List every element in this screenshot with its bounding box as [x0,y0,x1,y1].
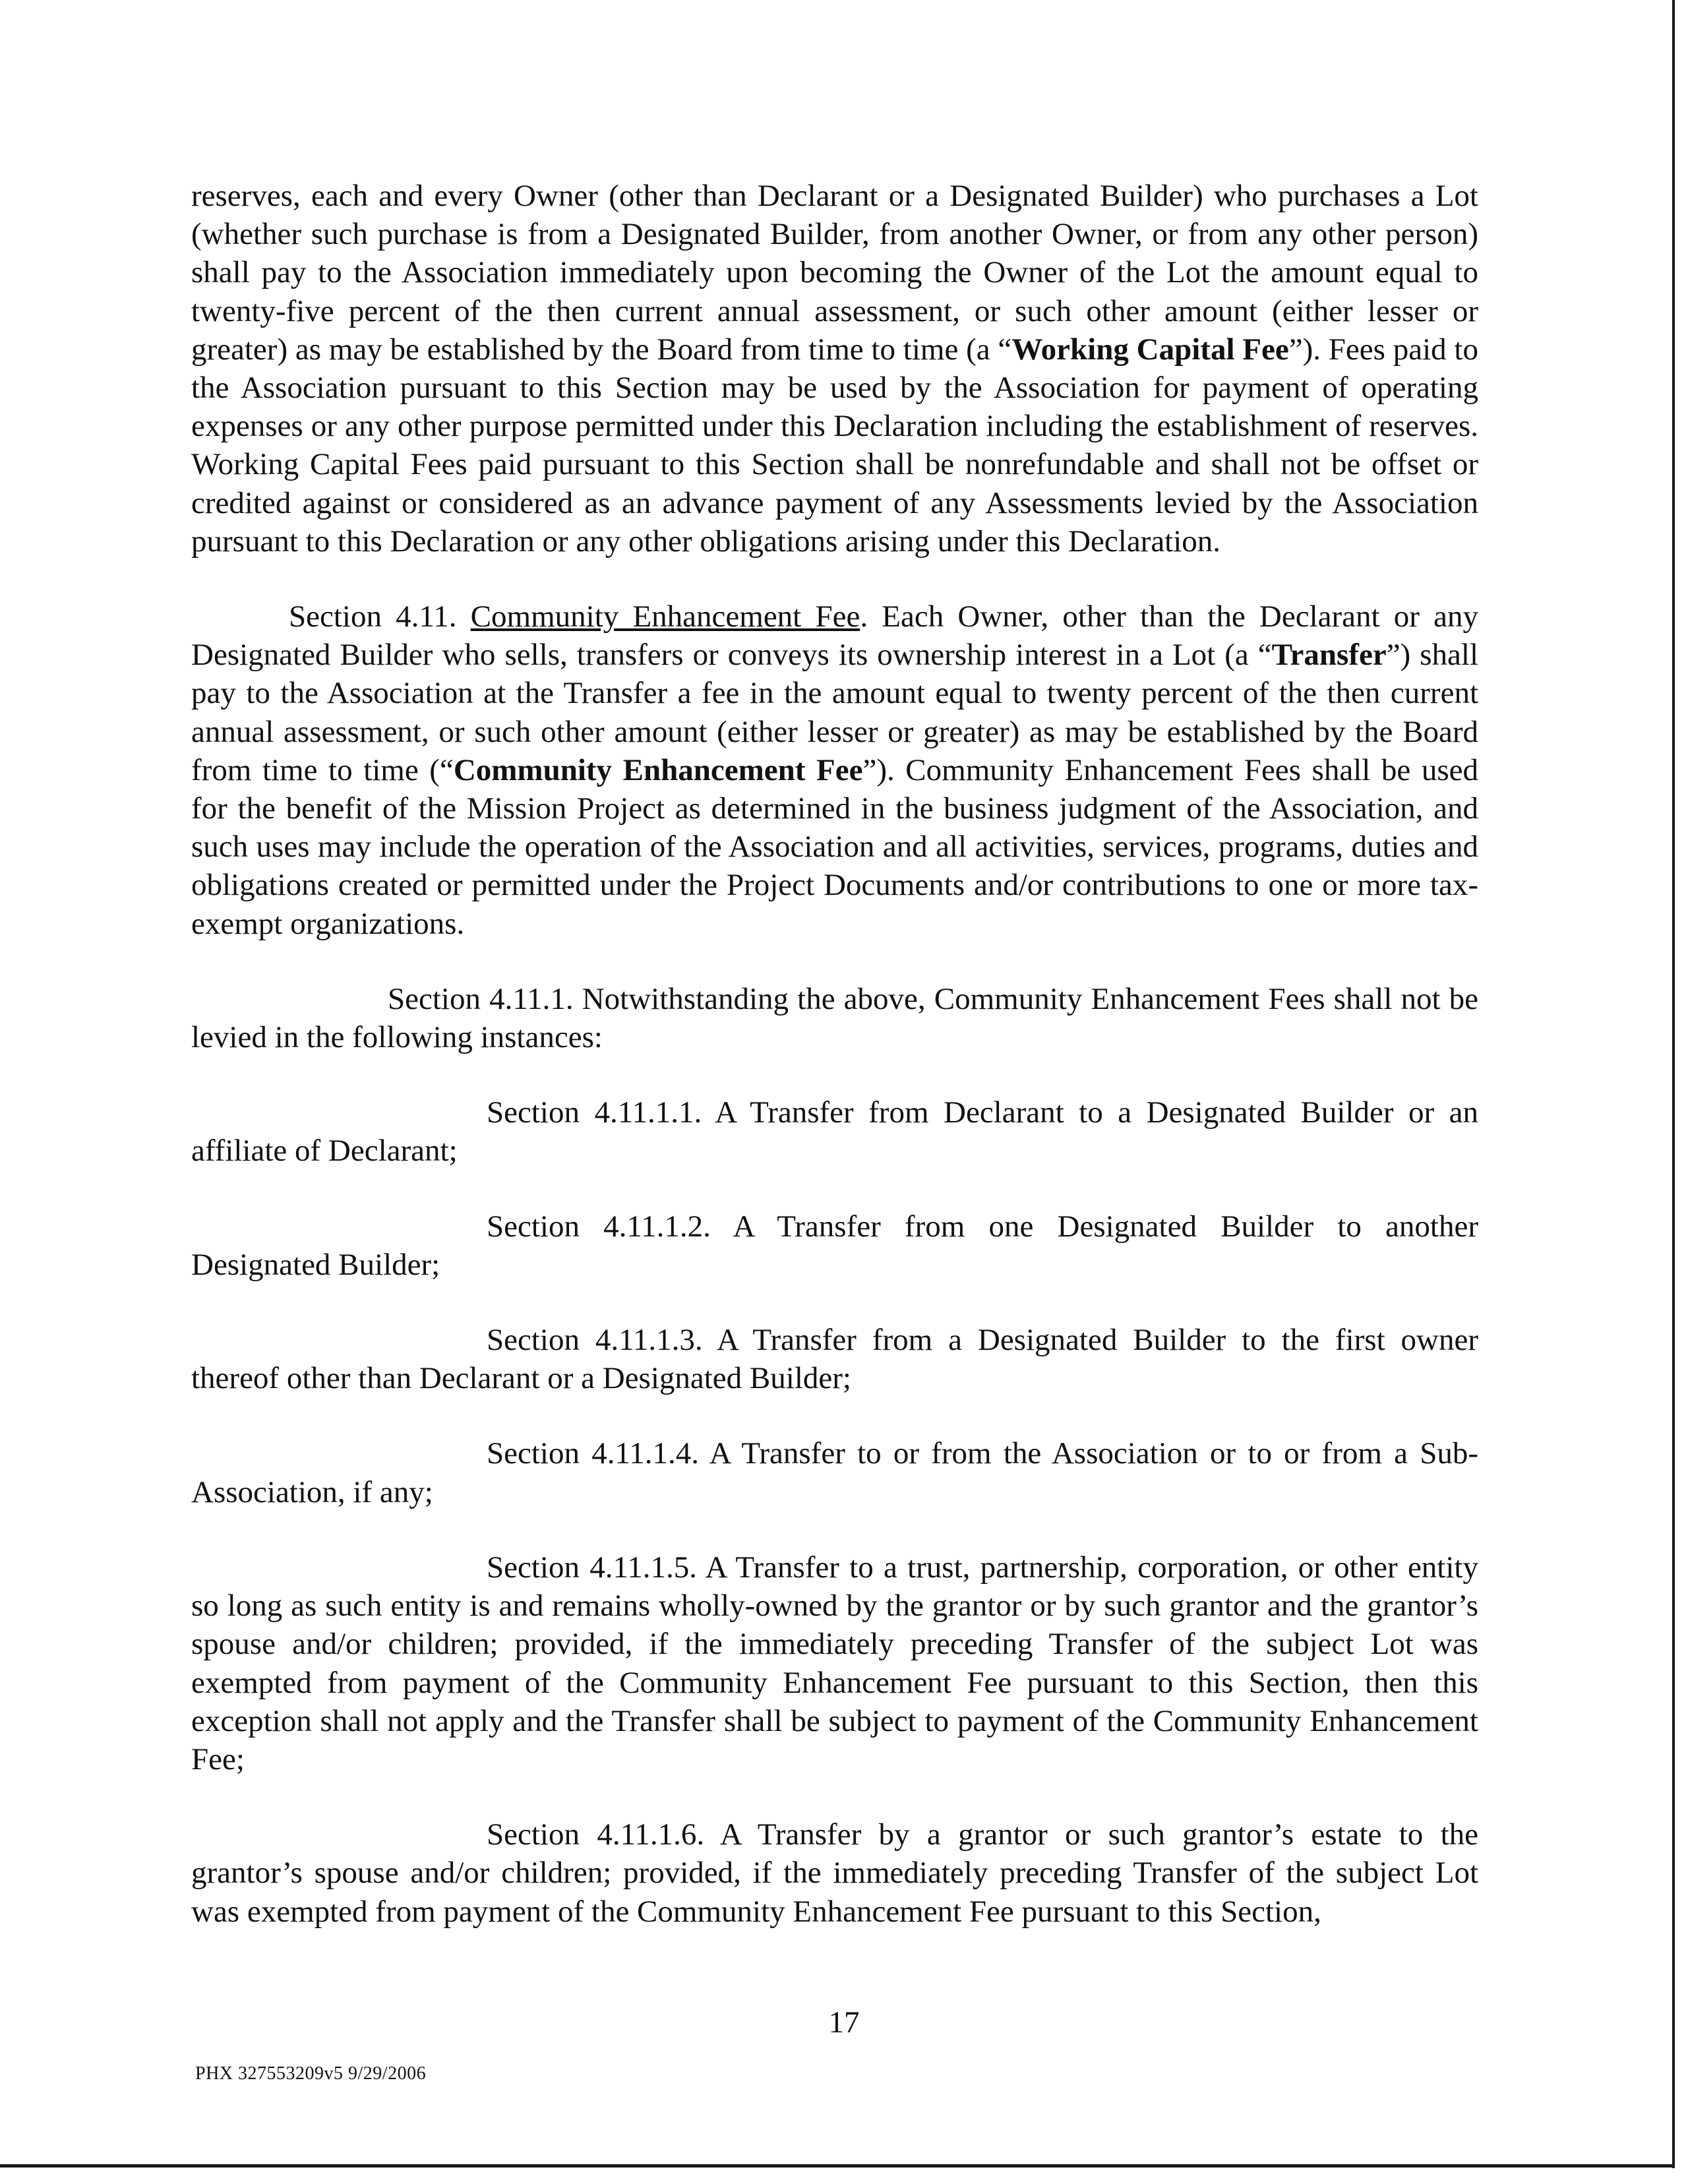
section-heading: Community Enhancement Fee [470,599,860,634]
paragraph-text: reserves, each and every Owner (other than Declarant or a Designated Builder) who purchases a Lot (whether such purchase is from a Designated Builder, from another Owner, or from any other person) shall pay to the Association immediately upon becoming the Owner of the Lot the amount equal to twenty-five percent of the then current annual assessment, or such other amount (either lesser or greater) as may be established by the Board from time to time (a “ [191,179,1478,367]
paragraph-text: ”) shall pay to the Association at the Transfer a fee in the amount equal to twenty percent of the then current annual assessment, or such other amount (either lesser or greater) as may be established by the Board from time to time (“ [191,638,1478,787]
section-label: Section 4.11.1.1. [487,1095,702,1130]
paragraph-text: A Transfer by a grantor or such grantor’s estate to the grantor’s spouse and/or children; provided, if the immediately preceding Transfer of the subject Lot was exempted from payment of the Community Enhancement Fee pursuant to this Section, [191,1817,1478,1929]
subsection-4-11-1-6 [191,1815,1478,1931]
paragraph-text: Notwithstanding the above, Community Enhancement Fees shall not be levied in the following instances: [191,981,1479,1055]
paragraph-text: A Transfer to a trust, partnership, corporation, or other entity so long as such entity is and remains wholly-owned by the grantor or by such grantor and the grantor’s spouse and/or children; provided, if the immediately preceding Transfer of the subject Lot was exempted from payment of the Community Enhancement Fee pursuant to this Section, then this exception shall not apply and the Transfer shall be subject to payment of the Community Enhancement Fee; [191,1550,1478,1776]
section-label: Section 4.11.1.4. [487,1436,699,1471]
section-4-11-1-paragraph [191,980,1478,1056]
page-body [191,177,1478,1931]
subsection-4-11-1-3 [191,1321,1478,1397]
section-label: Section 4.11.1. [388,981,574,1016]
subsection-4-11-1-2 [191,1207,1478,1284]
paragraph-text: ”). Fees paid to the Association pursuant to this Section may be used by the Association for payment of operating expenses or any other purpose permitted under this Declaration including the establishment of reserves. Working Capital Fees paid pursuant to this Section shall be nonrefundable and shall not be offset or credited against or considered as an advance payment of any Assessments levied by the Association pursuant to this Declaration or any other obligations arising under this Declaration. [191,332,1478,559]
page-edge-right [1672,0,1675,2168]
defined-term: Community Enhancement Fee [453,752,863,787]
continuation-paragraph [191,177,1478,561]
section-label: Section 4.11.1.3. [487,1323,703,1358]
page-edge-bottom [0,2164,1675,2168]
subsection-4-11-1-4 [191,1434,1478,1511]
section-label: Section 4.11.1.5. [487,1550,697,1585]
section-4-11-paragraph [191,597,1478,943]
defined-term: Working Capital Fee [1011,332,1289,367]
subsection-4-11-1-1 [191,1093,1478,1170]
paragraph-text: A Transfer from a Designated Builder to the first owner thereof other than Declarant or a Designated Builder; [191,1323,1479,1396]
document-id: PHX 327553209v5 9/29/2006 [195,2063,427,2084]
defined-term: Transfer [1271,638,1387,673]
section-label: Section 4.11.1.2. [487,1209,711,1244]
paragraph-text: ”). Community Enhancement Fees shall be used for the benefit of the Mission Project as determined in the business judgment of the Association, and such uses may include the operation of the Association and all activities, services, programs, duties and obligations created or permitted under the Project Documents and/or contributions to one or more tax-exempt organizations. [191,752,1478,941]
paragraph-text: A Transfer from Declarant to a Designated Builder or an affiliate of Declarant; [191,1095,1478,1168]
page-number: 17 [828,2005,860,2040]
subsection-4-11-1-5 [191,1548,1478,1778]
section-label: Section 4.11.1.6. [487,1817,705,1852]
paragraph-text: . Each Owner, other than the Declarant or any Designated Builder who sells, transfers or conveys its ownership interest in a Lot (a “ [191,599,1479,673]
section-label: Section 4.11. [289,599,457,634]
paragraph-text: A Transfer from one Designated Builder to another Designated Builder; [191,1209,1479,1282]
paragraph-text: A Transfer to or from the Association or to or from a Sub-Association, if any; [191,1436,1479,1509]
